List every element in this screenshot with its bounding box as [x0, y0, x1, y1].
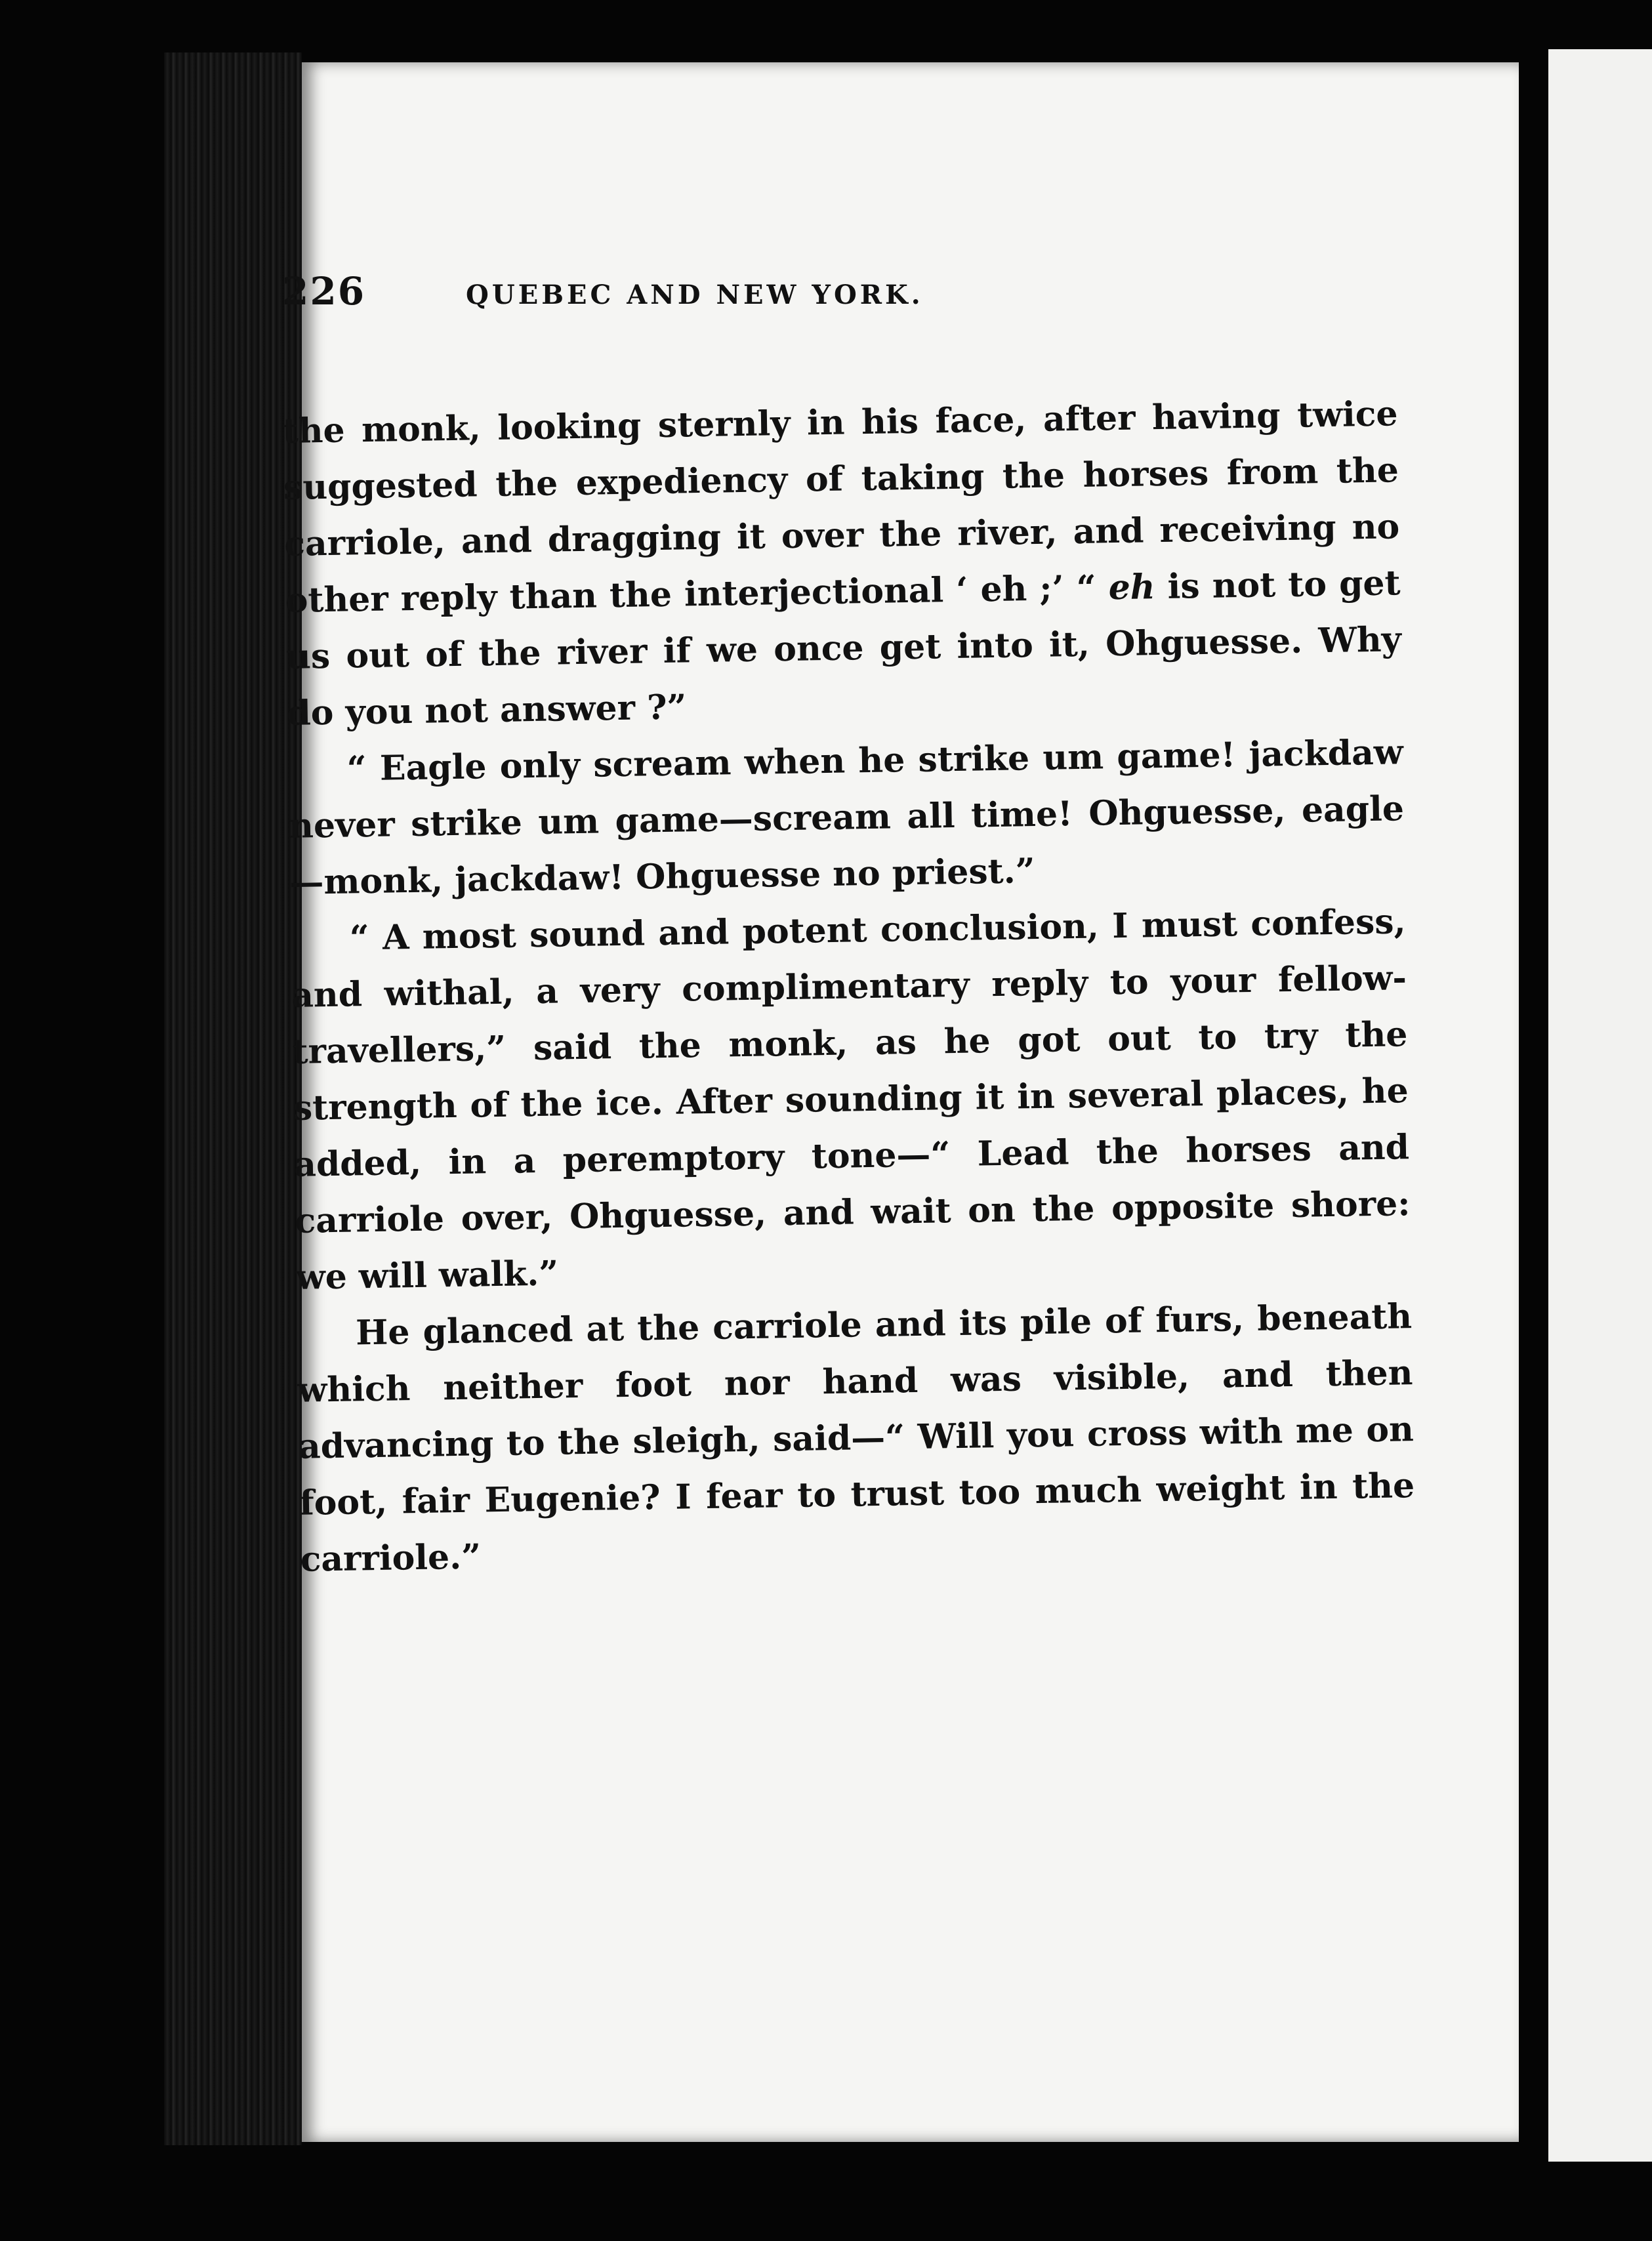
paragraph-1-emphasis: eh: [1108, 567, 1156, 608]
paragraph-1-part-b: is not to get us out of the river if we once get into it, Ohguesse. Why do you not answer ?”: [285, 563, 1402, 733]
book-spine-edge: [164, 52, 302, 2145]
paragraph-1: [282, 386, 1403, 742]
page-number: 226: [282, 269, 366, 314]
body-text: [282, 386, 1416, 1588]
facing-page-edge: [1548, 49, 1652, 2162]
page-header: [282, 269, 1201, 335]
paragraph-1-part-a: the monk, looking sternly in his face, after having twice suggested the expediency of taking the horses from the carriole, and dragging it over the river, and receiving no other reply than the interjectional ‘ eh ;’ “: [282, 394, 1400, 621]
running-title: QUEBEC AND NEW YORK.: [466, 279, 924, 310]
paragraph-2: “ Eagle only scream when he strike um game! jackdaw never strike um game—scream all time! Ohguesse, eagle—monk, jackdaw! Ohguesse no priest.”: [288, 732, 1405, 903]
paragraph-3: “ A most sound and potent conclusion, I must confess, and withal, a very complimentary reply to your fellow-travellers,” said the monk, as he got out to try the strength of the ice. After sounding it in several places, he added, in a peremptory tone—“ Lead the horses and carriole over, Ohguesse, and wait on the opposite shore: we will walk.”: [291, 901, 1411, 1298]
paragraph-4: He glanced at the carriole and its pile of furs, beneath which neither foot nor hand was visible, and then advancing to the sleigh, said—“ Will you cross with me on foot, fair Eugenie? I fear to trust too much weight in the carriole.”: [297, 1296, 1415, 1580]
